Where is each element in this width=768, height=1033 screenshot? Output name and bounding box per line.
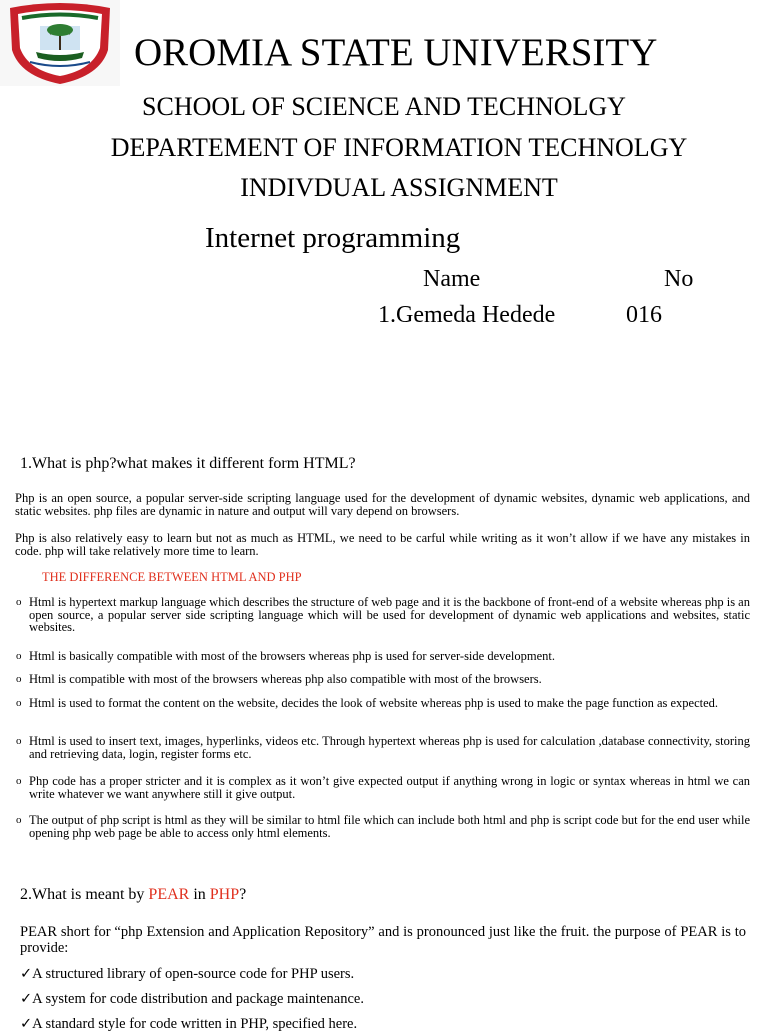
pear-purpose-item xyxy=(20,1016,357,1033)
question-1-title: 1.What is php?what makes it different form HTML? xyxy=(20,455,356,472)
check-icon: ✓ xyxy=(20,966,33,982)
bullet-marker: o xyxy=(16,735,22,747)
difference-bullet: Html is used to insert text, images, hyperlinks, videos etc. Through hypertext whereas php is used for calculation ,database connectivity, storing and retrieving data, login, register forms etc. xyxy=(29,734,750,761)
difference-bullet: Html is compatible with most of the browsers whereas php also compatible with most of the browsers. xyxy=(29,672,542,686)
pear-purpose-text: A structured library of open-source code for PHP users. xyxy=(32,966,355,982)
pear-purpose-item xyxy=(20,991,364,1008)
bullet-marker: o xyxy=(16,650,22,662)
bullet-marker: o xyxy=(16,697,22,709)
number-column-header: No xyxy=(664,266,694,292)
q1-paragraph-1: Php is an open source, a popular server-side scripting language used for the development of dynamic websites, dynamic web applications, and static websites. php files are dynamic in nature and output will vary depend on browsers. xyxy=(15,491,750,518)
difference-bullet: Php code has a proper stricter and it is complex as it won’t give expected output if anything wrong in logic or syntax whereas in html we can write whatever we want anywhere still it give output. xyxy=(29,774,750,801)
pear-keyword: PEAR xyxy=(148,886,190,903)
pear-purpose-text: A standard style for code written in PHP, specified here. xyxy=(32,1016,358,1032)
student-name: 1.Gemeda Hedede xyxy=(378,302,556,328)
difference-bullet: The output of php script is html as they will be similar to html file which can include both html and php is script code but for the end user while opening php web page be able to access only html elements. xyxy=(29,813,750,840)
pear-purpose-item xyxy=(20,966,354,983)
q2-title-text: in xyxy=(189,886,210,903)
pear-paragraph: PEAR short for “php Extension and Application Repository” and is pronounced just like the fruit. the purpose of PEAR is to provide: xyxy=(20,924,746,956)
bullet-marker: o xyxy=(16,775,22,787)
pear-purpose-text: A system for code distribution and package maintenance. xyxy=(32,991,364,1007)
university-title: OROMIA STATE UNIVERSITY xyxy=(134,31,658,74)
q1-paragraph-2: Php is also relatively easy to learn but not as much as HTML, we need to be carful while writing as it won’t allow if we have any mistakes in code. php will take relatively more time to learn. xyxy=(15,531,750,558)
assignment-title: INDIVDUAL ASSIGNMENT xyxy=(240,173,558,202)
department-title: DEPARTEMENT OF INFORMATION TECHNOLGY xyxy=(110,133,688,162)
difference-bullet: Html is basically compatible with most of the browsers whereas php is used for server-side development. xyxy=(29,649,556,663)
school-title: SCHOOL OF SCIENCE AND TECHNOLGY xyxy=(142,92,626,121)
bullet-marker: o xyxy=(16,673,22,685)
q2-title-text: ? xyxy=(239,886,247,903)
bullet-marker: o xyxy=(16,814,22,826)
difference-bullet: Html is hypertext markup language which describes the structure of web page and it is the backbone of front-end of a website whereas php is an open source, a popular server side scripting language which will be used for development of dynamic web applications and websites, static websites. xyxy=(29,595,750,634)
q2-title-text: 2.What is meant by xyxy=(20,886,149,903)
check-icon: ✓ xyxy=(20,991,33,1007)
difference-bullet: Html is used to format the content on the website, decides the look of website whereas php is used to make the page function as expected. xyxy=(29,696,719,710)
question-2-title xyxy=(20,886,246,904)
bullet-marker: o xyxy=(16,596,22,608)
course-title: Internet programming xyxy=(205,222,461,254)
student-number: 016 xyxy=(626,302,662,328)
php-keyword: PHP xyxy=(209,886,240,903)
name-column-header: Name xyxy=(423,266,481,292)
university-logo xyxy=(0,0,120,86)
check-icon: ✓ xyxy=(20,1016,33,1032)
difference-heading: THE DIFFERENCE BETWEEN HTML AND PHP xyxy=(42,570,302,584)
